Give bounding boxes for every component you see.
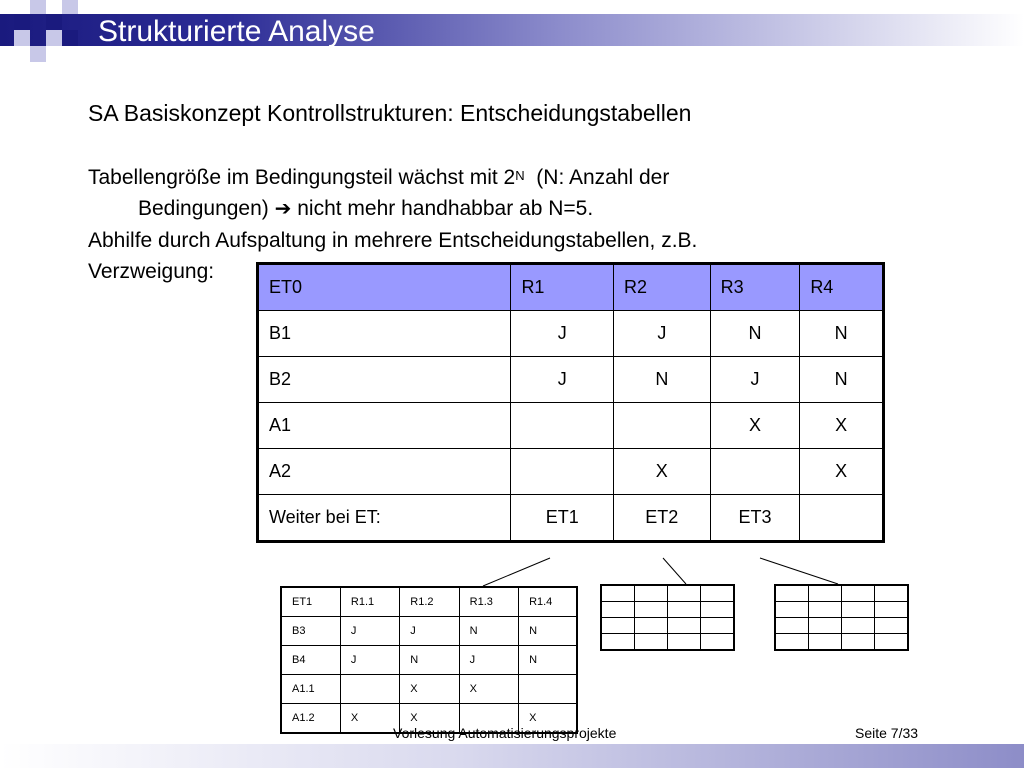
table-cell [601, 618, 635, 634]
table-cell: B1 [258, 311, 511, 357]
table-cell: J [459, 646, 518, 675]
table-cell [775, 585, 809, 602]
table-row [258, 449, 884, 495]
footer-bar [0, 744, 1024, 768]
table-cell [775, 634, 809, 651]
table-cell: ET2 [614, 495, 711, 542]
table-cell [635, 634, 668, 651]
table-cell [635, 602, 668, 618]
table-row [601, 634, 734, 651]
table-header-row [281, 587, 577, 617]
table-cell [635, 618, 668, 634]
table-cell [519, 675, 577, 704]
table-cell [614, 403, 711, 449]
logo-square [14, 30, 30, 46]
table-row [775, 634, 908, 651]
table-cell: X [340, 704, 399, 734]
table-cell [668, 585, 701, 602]
table-cell: ET1 [281, 587, 340, 617]
table-cell [800, 495, 884, 542]
placeholder-table-et2 [600, 584, 735, 651]
table-cell: N [519, 646, 577, 675]
table-cell: R1.1 [340, 587, 399, 617]
table-cell [842, 618, 875, 634]
table-cell: J [400, 617, 459, 646]
logo-square [62, 0, 78, 14]
table-cell: A1 [258, 403, 511, 449]
table-cell [511, 403, 614, 449]
table-row [601, 602, 734, 618]
table-cell: ET3 [710, 495, 800, 542]
table-cell [809, 602, 842, 618]
table-cell: Weiter bei ET: [258, 495, 511, 542]
table-cell [701, 634, 735, 651]
table-cell: N [800, 311, 884, 357]
table-cell [775, 602, 809, 618]
table-row [601, 618, 734, 634]
table-row [258, 311, 884, 357]
table-cell: R1.4 [519, 587, 577, 617]
body-text-segment: Tabellengröße im Bedingungsteil wächst mit 2 [88, 166, 516, 189]
table-cell [875, 602, 909, 618]
table-row [281, 617, 577, 646]
table-cell: X [400, 704, 459, 734]
table-cell [710, 449, 800, 495]
table-cell: ET1 [511, 495, 614, 542]
body-line [88, 162, 697, 193]
table-cell [701, 602, 735, 618]
slide-title: Strukturierte Analyse [98, 15, 375, 48]
table-cell: N [800, 357, 884, 403]
table-cell [701, 585, 735, 602]
table-cell: R1.2 [400, 587, 459, 617]
table-row [258, 495, 884, 542]
table-cell: J [340, 646, 399, 675]
logo-square [30, 0, 46, 14]
decision-table-et0 [256, 262, 885, 543]
table-cell: J [614, 311, 711, 357]
page-number: Seite 7/33 [855, 725, 919, 741]
table-cell: R1.3 [459, 587, 518, 617]
exponent: N [515, 168, 525, 183]
connector-line [663, 558, 686, 584]
table-cell [842, 602, 875, 618]
table-cell: R2 [614, 264, 711, 311]
table-cell [842, 585, 875, 602]
table-cell [875, 618, 909, 634]
table-cell [601, 634, 635, 651]
table-cell [842, 634, 875, 651]
table-cell: N [614, 357, 711, 403]
table-cell [809, 618, 842, 634]
table-row [775, 618, 908, 634]
table-cell [635, 585, 668, 602]
table-cell: A2 [258, 449, 511, 495]
table-row [281, 675, 577, 704]
table-cell: X [800, 449, 884, 495]
table-cell: N [400, 646, 459, 675]
body-line: Verzweigung: [88, 260, 215, 283]
body-line [88, 193, 697, 225]
table-cell [809, 585, 842, 602]
table-cell: J [511, 311, 614, 357]
footer-course-title: Vorlesung Automatisierungsprojekte [393, 725, 617, 741]
table-cell [601, 585, 635, 602]
table-cell: B2 [258, 357, 511, 403]
slide-subtitle: SA Basiskonzept Kontrollstrukturen: Entscheidungstabellen [88, 100, 692, 126]
table-cell: R1 [511, 264, 614, 311]
table-row [258, 357, 884, 403]
body-line: Abhilfe durch Aufspaltung in mehrere Entscheidungstabellen, z.B. [88, 229, 698, 252]
logo-square [46, 30, 62, 46]
table-cell: X [614, 449, 711, 495]
logo-square [62, 30, 78, 46]
table-cell: N [459, 617, 518, 646]
decision-table-et1 [280, 586, 578, 734]
table-cell [775, 618, 809, 634]
table-header-row [258, 264, 884, 311]
table-cell [511, 449, 614, 495]
table-cell [601, 602, 635, 618]
body-text-segment: nicht mehr handhabbar ab N=5. [297, 197, 594, 220]
table-cell [668, 634, 701, 651]
connector-line [483, 558, 550, 586]
table-cell: J [710, 357, 800, 403]
table-cell: X [459, 675, 518, 704]
table-cell: J [511, 357, 614, 403]
table-cell: B4 [281, 646, 340, 675]
table-cell: R3 [710, 264, 800, 311]
table-cell: A1.2 [281, 704, 340, 734]
table-cell: J [340, 617, 399, 646]
table-cell: B3 [281, 617, 340, 646]
table-cell: X [800, 403, 884, 449]
body-text-segment: (N: Anzahl der [530, 166, 670, 189]
table-cell: A1.1 [281, 675, 340, 704]
body-text-segment: Bedingungen) [138, 197, 269, 220]
table-cell [875, 585, 909, 602]
connector-line [760, 558, 838, 584]
table-cell [809, 634, 842, 651]
table-cell [340, 675, 399, 704]
placeholder-table-et3 [774, 584, 909, 651]
arrow-right-icon: ➔ [274, 198, 292, 220]
table-cell: X [519, 704, 577, 734]
table-cell: ET0 [258, 264, 511, 311]
table-cell [875, 634, 909, 651]
table-cell: R4 [800, 264, 884, 311]
table-cell: N [710, 311, 800, 357]
table-cell [668, 602, 701, 618]
table-cell [668, 618, 701, 634]
table-cell: X [710, 403, 800, 449]
table-row [601, 585, 734, 602]
table-row [258, 403, 884, 449]
logo-square [46, 14, 62, 30]
logo-square [30, 46, 46, 62]
table-cell [701, 618, 735, 634]
table-row [775, 585, 908, 602]
table-row [281, 646, 577, 675]
table-cell: X [400, 675, 459, 704]
table-row [775, 602, 908, 618]
table-cell: N [519, 617, 577, 646]
logo-square [14, 14, 30, 30]
